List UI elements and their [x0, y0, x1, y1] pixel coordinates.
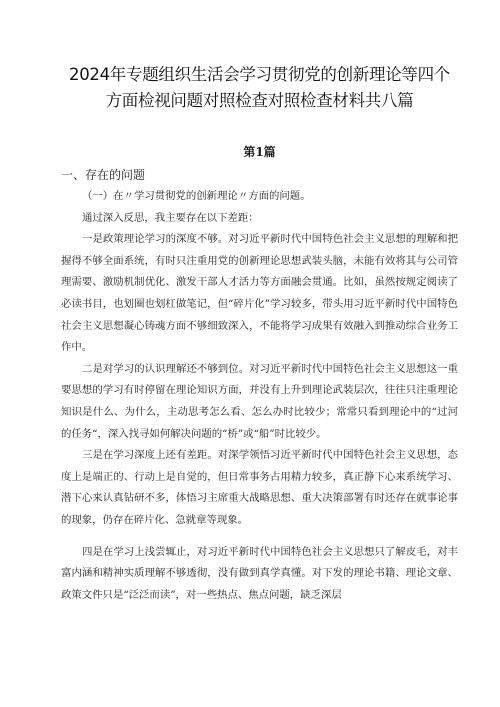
document-title — [41, 62, 478, 114]
document-title-line-2: 方面检视问题对照检查对照检查材料共八篇 — [105, 91, 414, 110]
section-heading: 一、存在的问题 — [61, 168, 146, 182]
body-paragraph-1: 一是政策理论学习的深度不够。对习近平新时代中国特色社会主义思想的理解和把握得不够全面系统，有时只注重用党的创新理论思想武装头脑，未能有效将其与公司管理需要、激励机制优化、激发干部人才活力等方面融会贯通。比如，虽然按规定阅读了必读书目，也划圈也划杠做笔记，但“碎片化”学习较多，带头用习近平新时代中国特色社会主义思想凝心铸魂方面不够细致深入，不能将学习成果有效融入到推动综合业务工作中。 — [61, 233, 458, 354]
body-paragraph-4: 四是在学习上浅尝辄止，对习近平新时代中国特色社会主义思想只了解皮毛，对丰富内涵和精神实质理解不够透彻，没有做到真学真懂。对下发的理论书籍、理论文章、政策文件只是“泛泛而读”，对一些热点、焦点问题，缺乏深层 — [61, 545, 458, 601]
body-paragraph-2: 二是对学习的认识理解还不够到位。对习近平新时代中国特色社会主义思想这一重要思想的学习有时停留在理论知识方面，并没有上升到理论武装层次，往往只注重理论知识是什么、为什么，主动思考怎么看、怎么办时比较少；常常只看到理论中的“过河的任务“，深入找寻如何解决问题的“桥”或“船”时比较少。 — [61, 362, 458, 440]
body-paragraph-3: 三是在学习深度上还有差距。对深学领悟习近平新时代中国特色社会主义思想，态度上是端正的、行动上是自觉的，但日常事务占用精力较多，真正静下心来系统学习、潜下心来认真钻研不多，体悟习主席重大战略思想、重大决策部署有时还存在就事论事的现象，仍存在碎片化、急就章等现象。 — [61, 449, 458, 526]
chapter-heading: 第1篇 — [243, 145, 276, 159]
subsection-heading: （一）在〃学习贯彻党的创新理论〃方面的问题。 — [82, 190, 311, 202]
document-title-line-1: 2024年专题组织生活会学习贯彻党的创新理论等四个 — [69, 65, 450, 84]
intro-paragraph: 通过深入反思，我主要存在以下差距： — [82, 211, 259, 224]
